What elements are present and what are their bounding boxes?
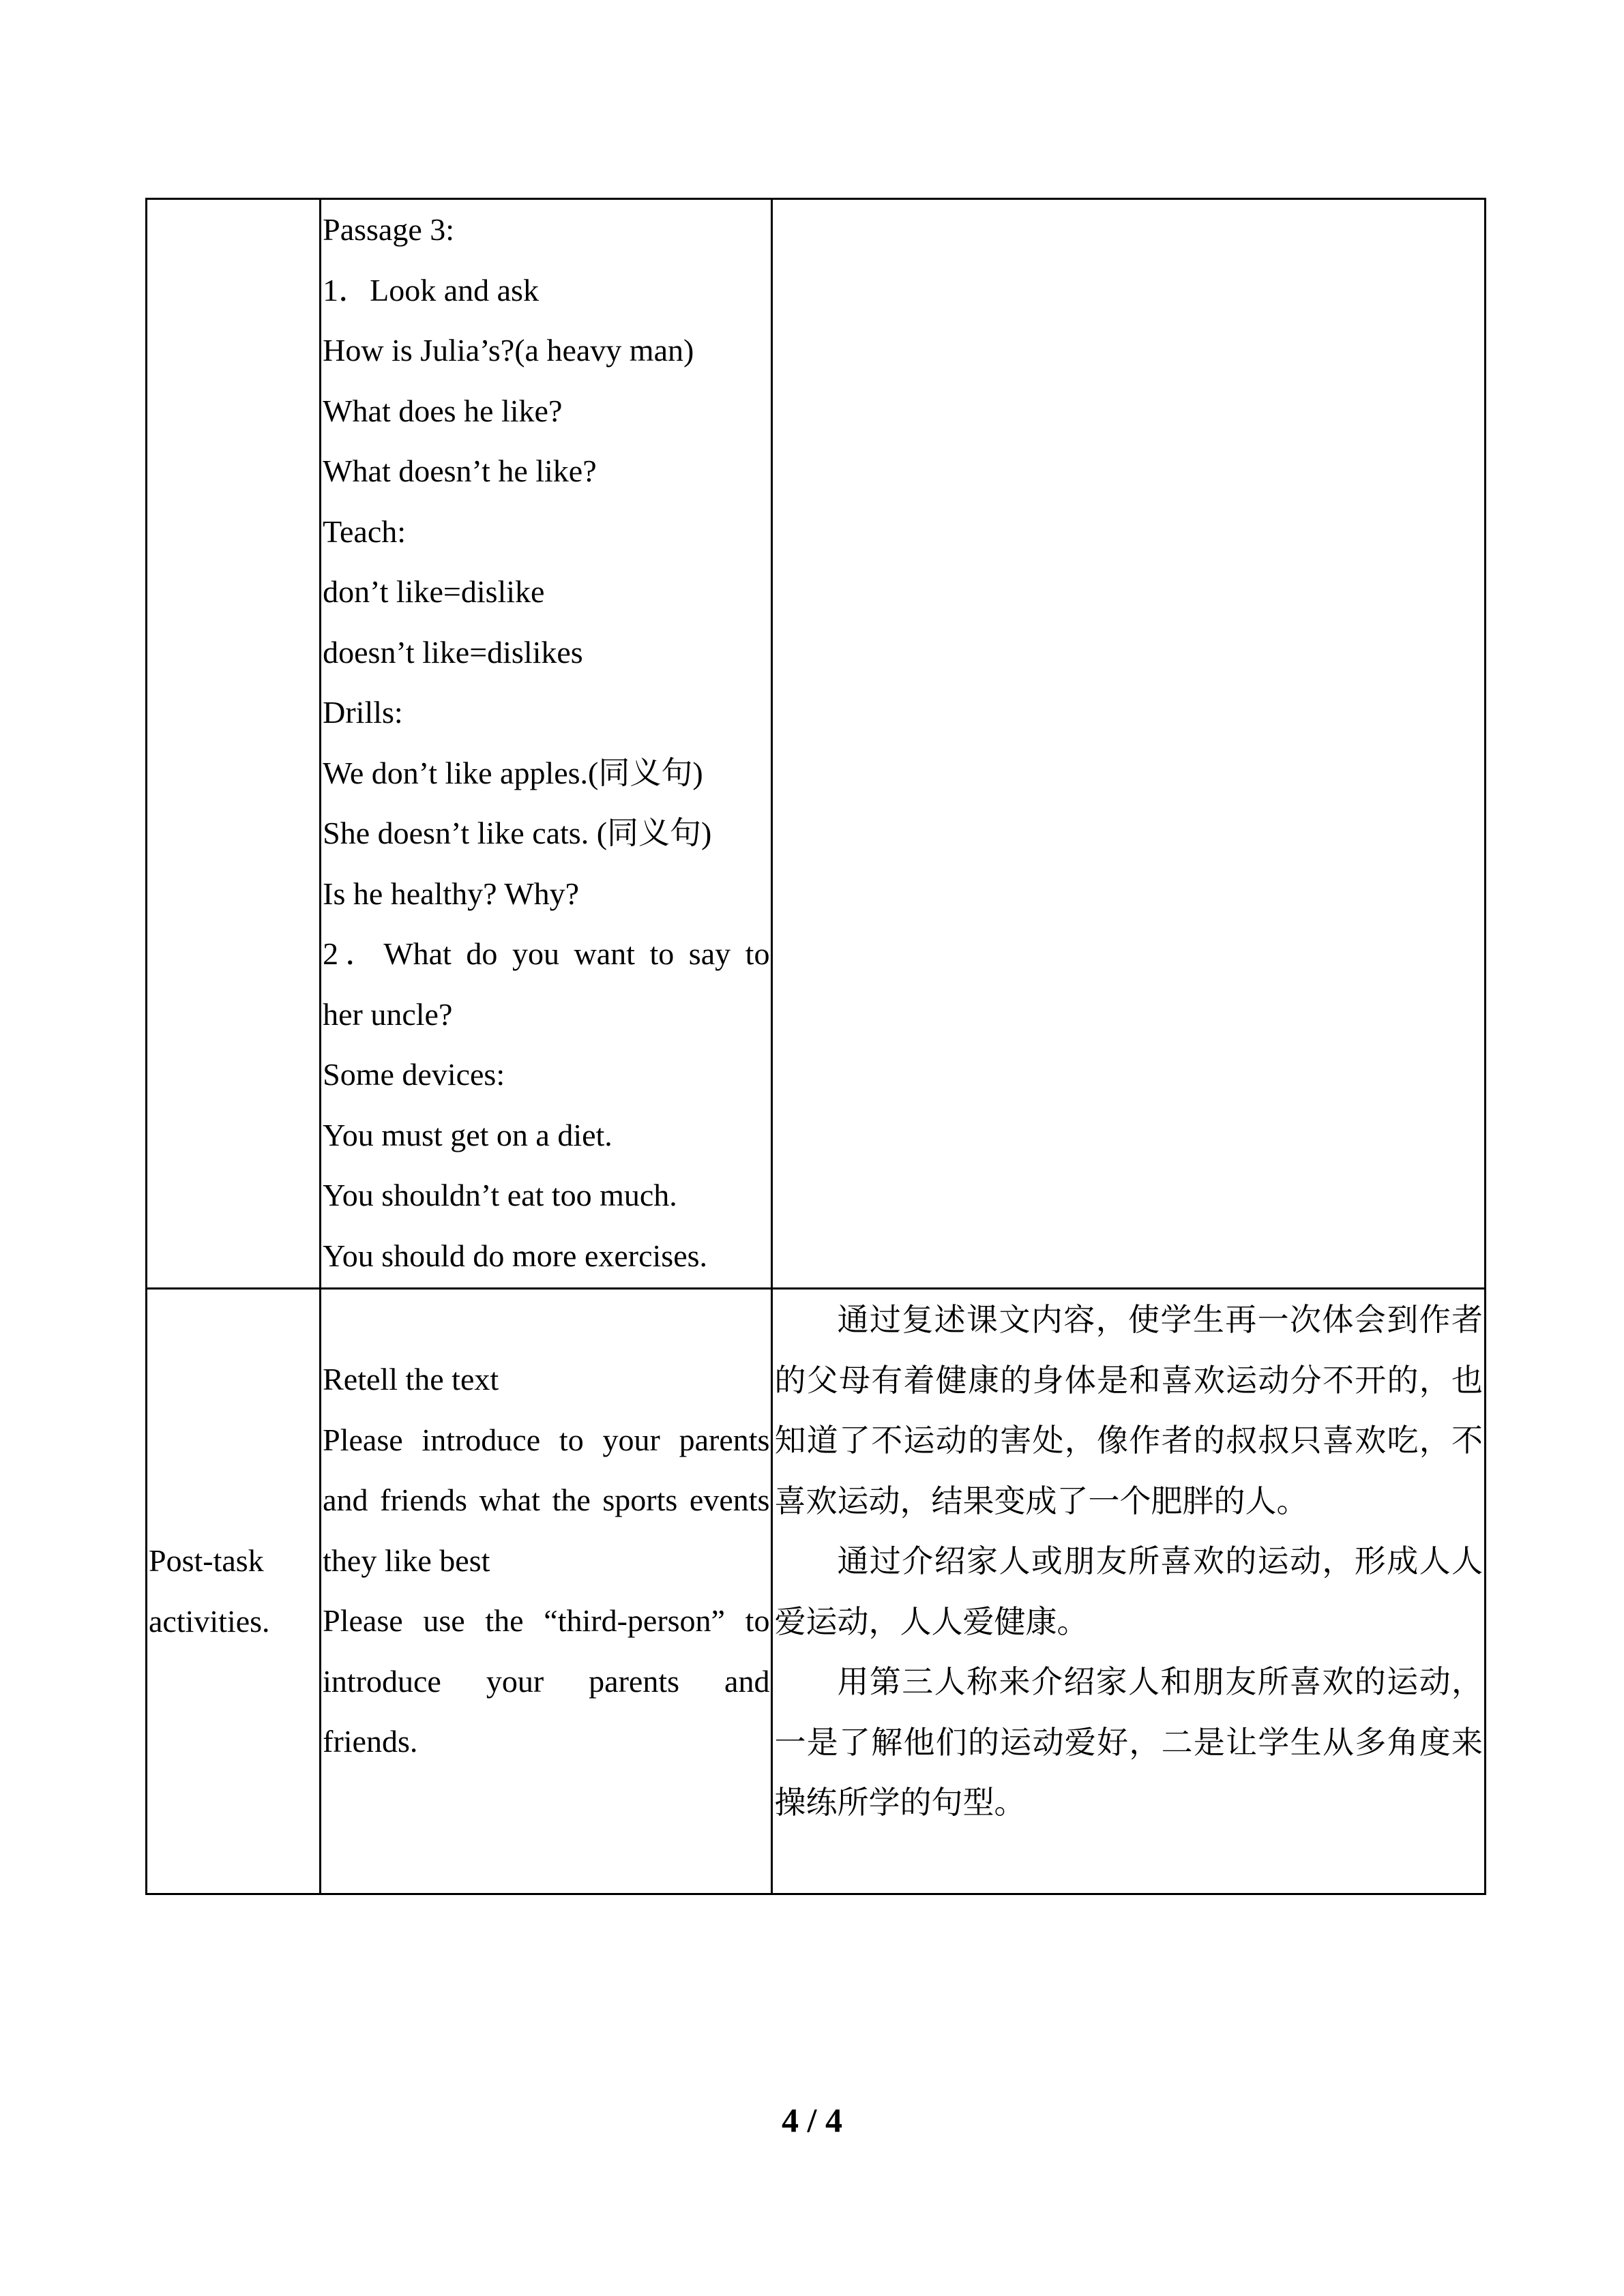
activities-cell <box>321 199 772 1289</box>
activity-line: Is he healthy? Why? <box>323 876 580 911</box>
lesson-plan-table <box>145 198 1486 1895</box>
purpose-cell <box>772 1289 1486 1894</box>
activity-line: Please introduce to your parents <box>323 1422 770 1457</box>
activity-line: Passage 3: <box>323 212 455 247</box>
activity-line: and friends what the sports events <box>323 1482 770 1517</box>
activity-line: 2．What do you want to say to <box>323 936 770 971</box>
purpose-paragraph: 通过介绍家人或朋友所喜欢的运动，形成人人爱运动，人人爱健康。 <box>774 1542 1483 1640</box>
activity-line: What does he like? <box>323 393 563 428</box>
purpose-paragraph: 通过复述课文内容，使学生再一次体会到作者的父母有着健康的身体是和喜欢运动分不开的，也知道了不运动的害处，像作者的叔叔只喜欢吃，不喜欢运动，结果变成了一个肥胖的人。 <box>774 1301 1483 1519</box>
stage-cell <box>147 1289 321 1894</box>
activity-line: introduce your parents and <box>323 1663 770 1699</box>
activity-line: Please use the “third-person” to <box>323 1603 770 1638</box>
activities-cell <box>321 1289 772 1894</box>
activity-line: don’t like=dislike <box>323 574 545 609</box>
purpose-paragraph: 用第三人称来介绍家人和朋友所喜欢的运动，一是了解他们的运动爱好，二是让学生从多角度来操练所学的句型。 <box>774 1663 1483 1821</box>
activity-line: You should do more exercises. <box>323 1238 708 1273</box>
activity-line: What doesn’t he like? <box>323 453 597 488</box>
activity-line: She doesn’t like cats. (同义句) <box>323 816 712 850</box>
purpose-cell <box>772 199 1486 1289</box>
stage-label: Post-task <box>149 1543 264 1578</box>
stage-cell <box>147 199 321 1289</box>
activity-line: her uncle? <box>323 996 453 1032</box>
stage-label: activities. <box>149 1603 270 1639</box>
activity-line: they like best <box>323 1542 490 1578</box>
activity-line: friends. <box>323 1724 418 1759</box>
table-row <box>147 199 1486 1289</box>
table-row <box>147 1289 1486 1894</box>
activity-line: Drills: <box>323 695 403 730</box>
activity-line: Teach: <box>323 513 407 549</box>
activity-line: You shouldn’t eat too much. <box>323 1178 677 1212</box>
activity-line: doesn’t like=dislikes <box>323 634 583 670</box>
page-number: 4 / 4 <box>782 2101 842 2139</box>
activity-line: Retell the text <box>323 1362 499 1397</box>
activity-line: We don’t like apples.(同义句) <box>323 755 703 790</box>
activity-line: 1．Look and ask <box>323 272 539 308</box>
activity-line: How is Julia’s?(a heavy man) <box>323 333 694 368</box>
activity-line: Some devices: <box>323 1057 505 1092</box>
activity-line: You must get on a diet. <box>323 1117 612 1152</box>
